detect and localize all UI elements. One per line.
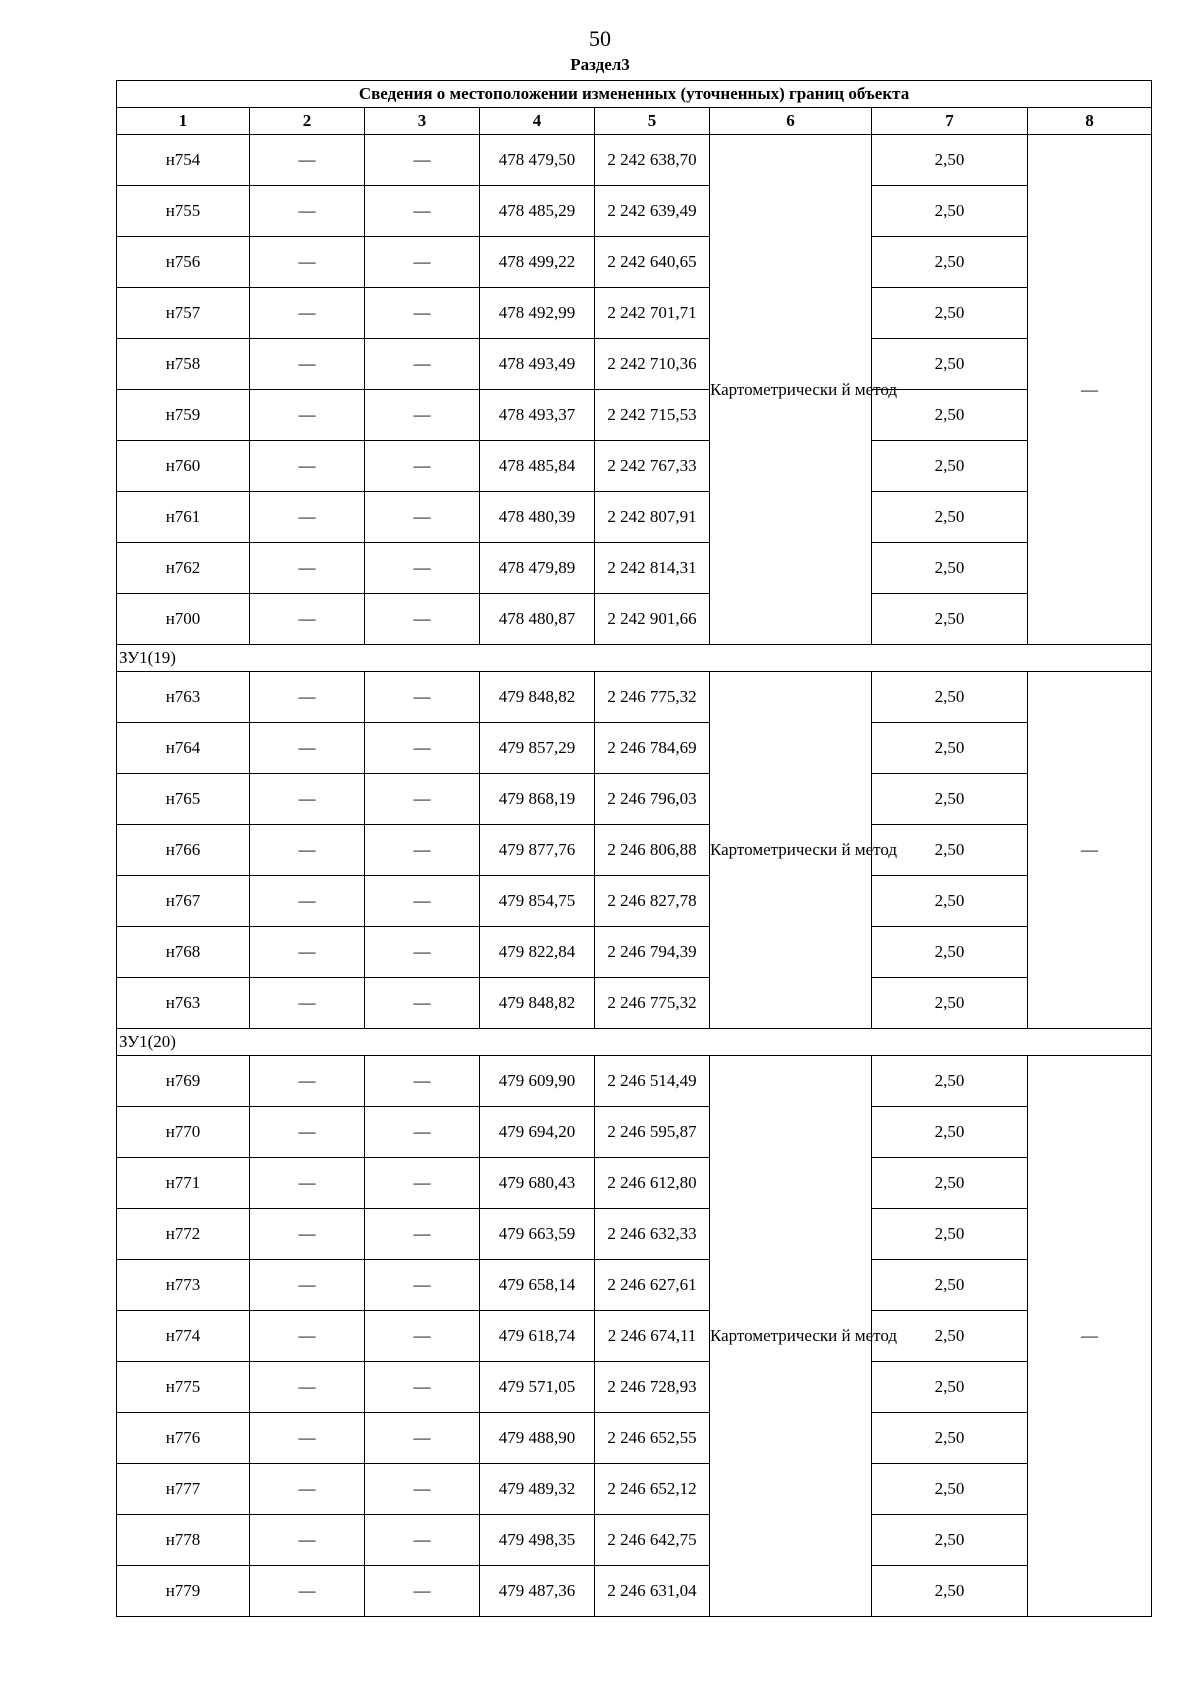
table-row <box>117 1107 1152 1158</box>
col3-cell: — <box>365 1515 480 1566</box>
x-coordinate-cell: 478 492,99 <box>480 288 595 339</box>
col2-cell: — <box>250 774 365 825</box>
accuracy-cell: 2,50 <box>872 1107 1028 1158</box>
y-coordinate-cell: 2 246 514,49 <box>595 1056 710 1107</box>
col2-cell: — <box>250 1464 365 1515</box>
col3-cell: — <box>365 186 480 237</box>
col3-cell: — <box>365 1209 480 1260</box>
y-coordinate-cell: 2 242 807,91 <box>595 492 710 543</box>
point-name-cell: н776 <box>117 1413 250 1464</box>
accuracy-cell: 2,50 <box>872 1158 1028 1209</box>
accuracy-cell: 2,50 <box>872 492 1028 543</box>
x-coordinate-cell: 479 857,29 <box>480 723 595 774</box>
table-row <box>117 1056 1152 1107</box>
table-row <box>117 1158 1152 1209</box>
method-cell: Картометрически й метод <box>710 1056 872 1617</box>
accuracy-cell: 2,50 <box>872 186 1028 237</box>
x-coordinate-cell: 479 680,43 <box>480 1158 595 1209</box>
col2-cell: — <box>250 672 365 723</box>
y-coordinate-cell: 2 246 627,61 <box>595 1260 710 1311</box>
col2-cell: — <box>250 1515 365 1566</box>
table-row <box>117 1260 1152 1311</box>
col2-cell: — <box>250 186 365 237</box>
point-name-cell: н759 <box>117 390 250 441</box>
accuracy-cell: 2,50 <box>872 1362 1028 1413</box>
col8-cell: — <box>1028 672 1152 1029</box>
col2-cell: — <box>250 723 365 774</box>
group-header-row <box>117 645 1152 672</box>
y-coordinate-cell: 2 242 710,36 <box>595 339 710 390</box>
col2-cell: — <box>250 237 365 288</box>
point-name-cell: н757 <box>117 288 250 339</box>
col2-cell: — <box>250 594 365 645</box>
point-name-cell: н769 <box>117 1056 250 1107</box>
y-coordinate-cell: 2 246 632,33 <box>595 1209 710 1260</box>
col3-cell: — <box>365 723 480 774</box>
y-coordinate-cell: 2 246 728,93 <box>595 1362 710 1413</box>
y-coordinate-cell: 2 246 827,78 <box>595 876 710 927</box>
col3-cell: — <box>365 672 480 723</box>
col2-cell: — <box>250 1209 365 1260</box>
col8-cell: — <box>1028 1056 1152 1617</box>
table-row <box>117 594 1152 645</box>
table-row <box>117 237 1152 288</box>
y-coordinate-cell: 2 242 715,53 <box>595 390 710 441</box>
point-name-cell: н756 <box>117 237 250 288</box>
y-coordinate-cell: 2 242 814,31 <box>595 543 710 594</box>
accuracy-cell: 2,50 <box>872 594 1028 645</box>
table-row <box>117 1209 1152 1260</box>
x-coordinate-cell: 479 571,05 <box>480 1362 595 1413</box>
x-coordinate-cell: 479 854,75 <box>480 876 595 927</box>
table-row <box>117 1464 1152 1515</box>
table-row <box>117 339 1152 390</box>
col2-cell: — <box>250 1056 365 1107</box>
col2-cell: — <box>250 1260 365 1311</box>
col2-cell: — <box>250 1566 365 1617</box>
accuracy-cell: 2,50 <box>872 237 1028 288</box>
point-name-cell: н777 <box>117 1464 250 1515</box>
col2-cell: — <box>250 339 365 390</box>
x-coordinate-cell: 479 848,82 <box>480 672 595 723</box>
y-coordinate-cell: 2 246 642,75 <box>595 1515 710 1566</box>
point-name-cell: н768 <box>117 927 250 978</box>
col3-cell: — <box>365 543 480 594</box>
column-number-7: 7 <box>872 108 1028 135</box>
x-coordinate-cell: 479 487,36 <box>480 1566 595 1617</box>
section-title: Раздел3 <box>570 55 630 74</box>
y-coordinate-cell: 2 246 652,55 <box>595 1413 710 1464</box>
x-coordinate-cell: 479 489,32 <box>480 1464 595 1515</box>
page-number: 50 <box>589 26 611 51</box>
point-name-cell: н763 <box>117 978 250 1029</box>
col3-cell: — <box>365 390 480 441</box>
table-row <box>117 390 1152 441</box>
point-name-cell: н771 <box>117 1158 250 1209</box>
y-coordinate-cell: 2 246 794,39 <box>595 927 710 978</box>
column-number-1: 1 <box>117 108 250 135</box>
col8-cell: — <box>1028 135 1152 645</box>
y-coordinate-cell: 2 242 901,66 <box>595 594 710 645</box>
y-coordinate-cell: 2 246 784,69 <box>595 723 710 774</box>
y-coordinate-cell: 2 246 674,11 <box>595 1311 710 1362</box>
y-coordinate-cell: 2 246 612,80 <box>595 1158 710 1209</box>
col2-cell: — <box>250 492 365 543</box>
y-coordinate-cell: 2 242 639,49 <box>595 186 710 237</box>
col2-cell: — <box>250 876 365 927</box>
x-coordinate-cell: 478 480,87 <box>480 594 595 645</box>
table-row <box>117 1362 1152 1413</box>
x-coordinate-cell: 478 479,89 <box>480 543 595 594</box>
boundary-coordinates-table <box>116 80 1152 1617</box>
col2-cell: — <box>250 825 365 876</box>
y-coordinate-cell: 2 242 701,71 <box>595 288 710 339</box>
accuracy-cell: 2,50 <box>872 1056 1028 1107</box>
table-row <box>117 441 1152 492</box>
point-name-cell: н763 <box>117 672 250 723</box>
table-row <box>117 1311 1152 1362</box>
col2-cell: — <box>250 927 365 978</box>
point-name-cell: н762 <box>117 543 250 594</box>
accuracy-cell: 2,50 <box>872 135 1028 186</box>
x-coordinate-cell: 478 479,50 <box>480 135 595 186</box>
accuracy-cell: 2,50 <box>872 1311 1028 1362</box>
table-row <box>117 492 1152 543</box>
accuracy-cell: 2,50 <box>872 339 1028 390</box>
accuracy-cell: 2,50 <box>872 1209 1028 1260</box>
y-coordinate-cell: 2 246 652,12 <box>595 1464 710 1515</box>
accuracy-cell: 2,50 <box>872 672 1028 723</box>
accuracy-cell: 2,50 <box>872 927 1028 978</box>
col3-cell: — <box>365 1056 480 1107</box>
col3-cell: — <box>365 339 480 390</box>
point-name-cell: н779 <box>117 1566 250 1617</box>
col2-cell: — <box>250 441 365 492</box>
accuracy-cell: 2,50 <box>872 1413 1028 1464</box>
table-title-row <box>117 81 1152 108</box>
x-coordinate-cell: 479 498,35 <box>480 1515 595 1566</box>
table-row <box>117 774 1152 825</box>
x-coordinate-cell: 478 480,39 <box>480 492 595 543</box>
table-row <box>117 1413 1152 1464</box>
group-label: ЗУ1(19) <box>117 645 1152 672</box>
col2-cell: — <box>250 978 365 1029</box>
accuracy-cell: 2,50 <box>872 978 1028 1029</box>
col3-cell: — <box>365 1107 480 1158</box>
x-coordinate-cell: 479 658,14 <box>480 1260 595 1311</box>
col2-cell: — <box>250 1362 365 1413</box>
col2-cell: — <box>250 543 365 594</box>
column-number-6: 6 <box>710 108 872 135</box>
point-name-cell: н755 <box>117 186 250 237</box>
col3-cell: — <box>365 876 480 927</box>
accuracy-cell: 2,50 <box>872 825 1028 876</box>
y-coordinate-cell: 2 246 595,87 <box>595 1107 710 1158</box>
table-row <box>117 135 1152 186</box>
x-coordinate-cell: 479 609,90 <box>480 1056 595 1107</box>
col3-cell: — <box>365 1260 480 1311</box>
accuracy-cell: 2,50 <box>872 1566 1028 1617</box>
y-coordinate-cell: 2 242 638,70 <box>595 135 710 186</box>
y-coordinate-cell: 2 242 767,33 <box>595 441 710 492</box>
x-coordinate-cell: 479 877,76 <box>480 825 595 876</box>
point-name-cell: н760 <box>117 441 250 492</box>
x-coordinate-cell: 478 493,49 <box>480 339 595 390</box>
col3-cell: — <box>365 1362 480 1413</box>
table-row <box>117 723 1152 774</box>
point-name-cell: н773 <box>117 1260 250 1311</box>
y-coordinate-cell: 2 246 631,04 <box>595 1566 710 1617</box>
x-coordinate-cell: 479 848,82 <box>480 978 595 1029</box>
col3-cell: — <box>365 288 480 339</box>
accuracy-cell: 2,50 <box>872 390 1028 441</box>
table-row <box>117 978 1152 1029</box>
column-number-2: 2 <box>250 108 365 135</box>
accuracy-cell: 2,50 <box>872 876 1028 927</box>
accuracy-cell: 2,50 <box>872 723 1028 774</box>
col2-cell: — <box>250 1311 365 1362</box>
accuracy-cell: 2,50 <box>872 288 1028 339</box>
table-title: Сведения о местоположении измененных (уточненных) границ объекта <box>117 81 1152 108</box>
col2-cell: — <box>250 1158 365 1209</box>
point-name-cell: н770 <box>117 1107 250 1158</box>
x-coordinate-cell: 479 618,74 <box>480 1311 595 1362</box>
accuracy-cell: 2,50 <box>872 1260 1028 1311</box>
point-name-cell: н775 <box>117 1362 250 1413</box>
column-number-4: 4 <box>480 108 595 135</box>
y-coordinate-cell: 2 246 806,88 <box>595 825 710 876</box>
table-row <box>117 288 1152 339</box>
x-coordinate-cell: 479 663,59 <box>480 1209 595 1260</box>
table-body <box>117 135 1152 1617</box>
accuracy-cell: 2,50 <box>872 543 1028 594</box>
point-name-cell: н772 <box>117 1209 250 1260</box>
table-row <box>117 1566 1152 1617</box>
x-coordinate-cell: 478 493,37 <box>480 390 595 441</box>
table-row <box>117 876 1152 927</box>
point-name-cell: н764 <box>117 723 250 774</box>
col3-cell: — <box>365 237 480 288</box>
table-row <box>117 825 1152 876</box>
col3-cell: — <box>365 825 480 876</box>
x-coordinate-cell: 479 694,20 <box>480 1107 595 1158</box>
col3-cell: — <box>365 1311 480 1362</box>
x-coordinate-cell: 478 499,22 <box>480 237 595 288</box>
col3-cell: — <box>365 927 480 978</box>
y-coordinate-cell: 2 246 775,32 <box>595 672 710 723</box>
col3-cell: — <box>365 1464 480 1515</box>
col2-cell: — <box>250 1107 365 1158</box>
method-cell: Картометрически й метод <box>710 672 872 1029</box>
table-row <box>117 543 1152 594</box>
col3-cell: — <box>365 492 480 543</box>
point-name-cell: н774 <box>117 1311 250 1362</box>
point-name-cell: н778 <box>117 1515 250 1566</box>
col3-cell: — <box>365 1158 480 1209</box>
x-coordinate-cell: 478 485,84 <box>480 441 595 492</box>
point-name-cell: н766 <box>117 825 250 876</box>
col2-cell: — <box>250 1413 365 1464</box>
method-cell: Картометрически й метод <box>710 135 872 645</box>
column-number-row <box>117 108 1152 135</box>
col3-cell: — <box>365 1413 480 1464</box>
accuracy-cell: 2,50 <box>872 1464 1028 1515</box>
column-number-8: 8 <box>1028 108 1152 135</box>
table-row <box>117 1515 1152 1566</box>
y-coordinate-cell: 2 242 640,65 <box>595 237 710 288</box>
point-name-cell: н758 <box>117 339 250 390</box>
col3-cell: — <box>365 135 480 186</box>
accuracy-cell: 2,50 <box>872 441 1028 492</box>
table-row <box>117 672 1152 723</box>
point-name-cell: н761 <box>117 492 250 543</box>
point-name-cell: н767 <box>117 876 250 927</box>
y-coordinate-cell: 2 246 796,03 <box>595 774 710 825</box>
point-name-cell: н765 <box>117 774 250 825</box>
y-coordinate-cell: 2 246 775,32 <box>595 978 710 1029</box>
group-label: ЗУ1(20) <box>117 1029 1152 1056</box>
x-coordinate-cell: 479 822,84 <box>480 927 595 978</box>
col3-cell: — <box>365 774 480 825</box>
accuracy-cell: 2,50 <box>872 1515 1028 1566</box>
point-name-cell: н754 <box>117 135 250 186</box>
col3-cell: — <box>365 978 480 1029</box>
col2-cell: — <box>250 288 365 339</box>
col2-cell: — <box>250 135 365 186</box>
col2-cell: — <box>250 390 365 441</box>
col3-cell: — <box>365 1566 480 1617</box>
x-coordinate-cell: 479 488,90 <box>480 1413 595 1464</box>
x-coordinate-cell: 478 485,29 <box>480 186 595 237</box>
col3-cell: — <box>365 594 480 645</box>
table-row <box>117 186 1152 237</box>
group-header-row <box>117 1029 1152 1056</box>
col3-cell: — <box>365 441 480 492</box>
accuracy-cell: 2,50 <box>872 774 1028 825</box>
x-coordinate-cell: 479 868,19 <box>480 774 595 825</box>
table-row <box>117 927 1152 978</box>
point-name-cell: н700 <box>117 594 250 645</box>
column-number-5: 5 <box>595 108 710 135</box>
column-number-3: 3 <box>365 108 480 135</box>
